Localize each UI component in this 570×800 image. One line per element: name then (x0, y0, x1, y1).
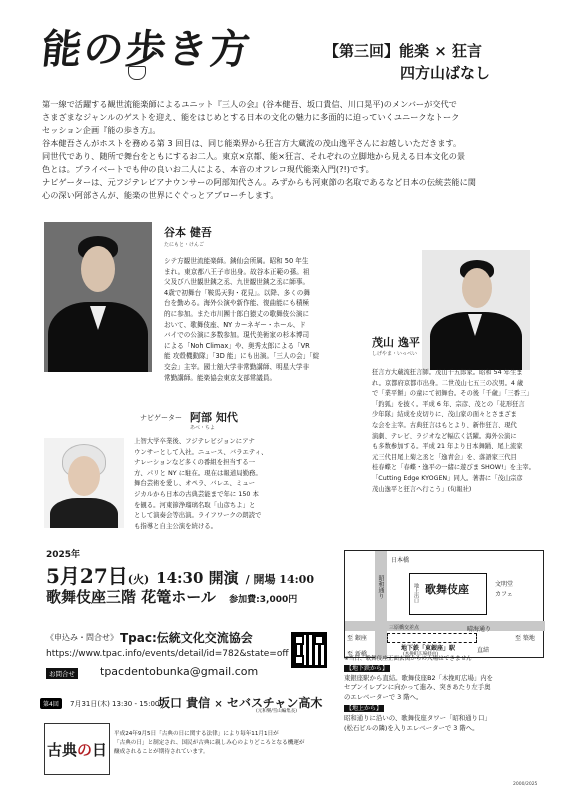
access-line: (松石ビルの隣)を入りエレベーターで 3 階へ。 (344, 723, 479, 732)
shigeyama-name: 茂山 逸平 (372, 336, 420, 349)
bio-line: 4歳で初舞台「鞍馬天狗・花見」。以降、多くの舞 (164, 288, 310, 297)
access-line: セブンイレブンに向かって進み、突きあたり左手奥 (344, 683, 491, 692)
bio-line: 舞台芸術を愛し、オペラ、バレエ、ミュー (134, 479, 255, 488)
next-cross: × (214, 699, 223, 710)
abe-photo (44, 438, 124, 528)
bio-line: 「釣狐」を披く。平成 6 年、宗彦、茂との「花形狂言 (372, 400, 525, 408)
koten-logo-c: 日 (92, 740, 108, 759)
next-date: 7月31日(木) 13:30 - 15:00 (70, 700, 160, 708)
map-ginza: 至 銀座 (347, 635, 367, 642)
bio-line: も指導と自主公演を続ける。 (134, 521, 218, 530)
map-sanjo: 三原橋交差点 (389, 625, 420, 631)
bio-line: ジカルから日本の古典芸能まで年に 150 本 (134, 489, 259, 498)
harumi-road (345, 621, 545, 631)
bio-line: 交会」主宰。國士舘大学非常勤講師、明星大学非 (164, 362, 310, 371)
koten-logo-b: の (76, 740, 92, 759)
bio-line: な会を主宰。古典狂言はもとより、新作狂言、現代 (372, 421, 517, 429)
map-bunmeido: 文明堂 (495, 581, 514, 588)
bio-line: も多数参加する。平成 21 年より日本舞踊、尾上流家 (372, 443, 523, 451)
map-note: ※当日、歌舞伎座正面玄関からの入場はできません (344, 656, 472, 662)
event-fee: 参加費:3,000円 (229, 595, 298, 605)
bio-line: シテ方観世流能楽師。銕仙会所属。昭和 50 年生 (164, 257, 309, 265)
event-venue-line (46, 586, 297, 607)
koten-line: 「古典の日」と制定され、国民が古典に親しみ心のよりどころとなる機運が (114, 740, 305, 746)
shigeyama-bio (372, 368, 548, 495)
bio-line: 常勤講師。能楽協会東京支部常議員。 (164, 373, 277, 382)
bio-line: 台を勤める。海外公演や新作能、復曲能にも積極 (164, 299, 310, 308)
qr-code[interactable] (291, 632, 327, 668)
intro-line: セッション企画『能の歩き方』。 (42, 125, 161, 135)
station-building (387, 633, 477, 643)
bio-line: 茂山逸平と狂言へ行こう」(旬報社) (372, 485, 472, 493)
bio-line: 桂春蝶と「春蝶・逸平の一緒に遊びま SHOW!」を主宰。 (372, 464, 535, 472)
map-cafe: カフェ (495, 591, 513, 598)
map-shimbashi: 至 新橋 (347, 651, 367, 658)
map-harumi: 晴海通り (467, 626, 492, 633)
contact-label: 《申込み・問合せ》 (46, 633, 118, 642)
intro-line: 第一線で活躍する観世流能楽師によるユニット『三人の会』(谷本健吾、坂口貴信、川口晃平)のメンバーが交代で (42, 99, 457, 109)
bio-line: 上智大学卒業後、フジテレビジョンにアナ (134, 437, 255, 445)
bio-line: おいて、歌舞伎座、NY カーネギー・ホール、ド (164, 320, 306, 329)
bio-line: れ。京都府京都市出身。二世茂山七五三の次男。4 歳 (372, 379, 524, 387)
shigeyama-reading: しげやま・いっぺい (372, 351, 418, 357)
abe-reading: あべ・ちよ (190, 425, 216, 431)
intro-line: 同世代であり、随所で舞台をともにするお二人。東京×京都、能×狂言、それぞれの立脚地から見える日本文化の景 (42, 151, 466, 161)
map-theatre: 歌舞伎座 (425, 583, 469, 596)
showa-road (375, 551, 387, 659)
bio-line: まれ。東京都八王子市出身。故谷本正範の孫。祖 (164, 267, 310, 276)
mail-badge: お問合せ (46, 668, 78, 679)
next-guest1: 坂口 貴信 (158, 696, 211, 710)
intro-text (42, 98, 542, 202)
contact-url-link[interactable]: https://www.tpac.info/events/detail/id=782&state=off (46, 649, 289, 659)
access-line: 東銀座駅から直結。歌舞伎座B2「木挽町広場」内を (344, 673, 494, 682)
event-date: 5月27日 (46, 564, 128, 588)
bio-line: ウンサーとして入社。ニュース、バラエティ、 (134, 447, 268, 456)
map-direct: 直結 (477, 647, 490, 654)
access-line: のエレベーターで 3 階へ。 (344, 692, 423, 701)
intro-line: 心の深い阿部さんが、能楽の世界にぐぐっとアプローチします。 (42, 190, 279, 200)
bio-line: 少年隊」結成を皮切りに、茂山家の面々とさまざま (372, 411, 517, 419)
bio-line: 方、パリと NY に駐在。現在は報道局勤務。 (134, 468, 262, 477)
footer-code: 2000/2025 (513, 782, 538, 787)
bio-line: 元三代目尾上菊之丞と「逸青会」を、落語家三代目 (372, 453, 517, 461)
bio-line: 狂言方大蔵流狂言師。茂山千五郎家。昭和 54 年生ま (372, 369, 523, 376)
tanimoto-photo (44, 222, 152, 372)
tanimoto-bio (164, 256, 360, 383)
access-line: 昭和通りに沿いの、歌舞伎座タワー「昭和通り口」 (344, 713, 491, 722)
intro-line: ナビゲーターは、元フジテレビアナウンサーの阿部知代さん。みずからも河東節の名取であるなど日本の伝統芸能に関 (42, 177, 476, 187)
tanimoto-name: 谷本 健吾 (164, 226, 212, 239)
koten-line: 平成24年9月5日「古典の日に関する法律」により毎年11月1日が (114, 731, 279, 737)
contact-org: Tpac:伝統文化交流協会 (120, 631, 253, 645)
bio-line: 的に参加。また市川團十郎白猿丈の歌舞伎公演に (164, 309, 310, 318)
event-time: 14:30 開演 (156, 569, 239, 587)
access-info (344, 664, 544, 733)
intro-line: 色とは。プライベートでも仲の良いお二人による、本音のオフレコ現代能楽入門(?!)です。 (42, 164, 374, 174)
abe-role: ナビゲーター (140, 414, 182, 422)
event-year: 2025年 (46, 550, 81, 560)
next-guests (158, 694, 322, 711)
koten-logo (44, 723, 110, 775)
logo-title: 能の歩き方 (39, 26, 255, 73)
abe-bio (134, 436, 310, 531)
koten-text (114, 730, 336, 757)
event-weekday: (火) (127, 573, 150, 586)
shigeyama-photo (422, 250, 530, 370)
koten-logo-a: 古典 (46, 740, 77, 759)
koten-line: 醸成されることが期待されています。 (114, 749, 209, 755)
access-h1: 【地下鉄から】 (346, 665, 389, 672)
bio-line: として演奏会等出演。ライフワークの朗読で (134, 511, 262, 520)
next-badge: 第4回 (40, 698, 62, 709)
subtitle: 四方山ばなし (400, 64, 491, 82)
edition-title: 【第三回】能楽 × 狂言 (324, 42, 483, 60)
bio-line: を観る。河東節浄瑠璃名取「山彦ちよ」と (134, 500, 256, 509)
map-left-street: 昭和通り (377, 575, 384, 599)
bio-line: 能 攻殻機動隊」「3D 能」にも出演。「三人の会」「綻 (164, 352, 320, 361)
map-exit: 地上出口 (413, 583, 419, 603)
map-tsukiji: 至 築地 (515, 635, 535, 642)
bio-line: 「Cutting Edge KYOGEN」同人。著書に「茂山宗彦 (372, 474, 523, 482)
event-venue: 歌舞伎座三階 花篭ホール (46, 588, 216, 606)
bio-line: 演劇、テレビ、ラジオなど幅広く活躍。海外公演に (372, 432, 517, 440)
abe-name: 阿部 知代 (190, 411, 238, 424)
bio-line: ナレーションなど多くの番組を担当する一 (134, 458, 256, 467)
bio-line: で「業平餅」の童にて初舞台。その後「千歳」「三番三」 (372, 390, 533, 398)
map-station: 地下鉄「東銀座」駅 (401, 645, 456, 652)
next-guest2: セバスチャン高木 (226, 696, 323, 710)
bio-line: 父及び八世観世銕之丞、九世観世銕之丞に師事。 (164, 278, 310, 287)
tanimoto-reading: たにもと・けんご (164, 242, 205, 248)
map-station-top: 日本橋 (391, 557, 410, 564)
event-date-line (46, 560, 314, 589)
map-station-sub: (木挽町広場経由) (403, 652, 439, 657)
intro-line: さまざまなジャンルのゲストを迎え、能をはじめとする日本の文化の魅力に多面的に迫っていくユニークなトーク (42, 112, 460, 122)
bio-line: による「Noh Climax」や、奥秀太郎による「VR (164, 341, 310, 350)
access-h2: 【地上から】 (346, 705, 383, 713)
fan-icon (128, 66, 146, 80)
access-map (344, 550, 544, 658)
intro-line: 谷本健吾さんがホストを務める第 3 回目は、同じ能楽界から狂言方大蔵流の茂山逸平さんにお越しいただきます。 (42, 138, 462, 148)
bio-line: バイでの公演に多数参加。現代美術家の杉本博司 (164, 331, 310, 340)
contact-email-link[interactable]: tpacdentobunka@gmail.com (100, 665, 259, 678)
next-note: (元和樂/雪山編集長) (256, 709, 298, 714)
event-doors: / 開場 14:00 (245, 573, 314, 586)
